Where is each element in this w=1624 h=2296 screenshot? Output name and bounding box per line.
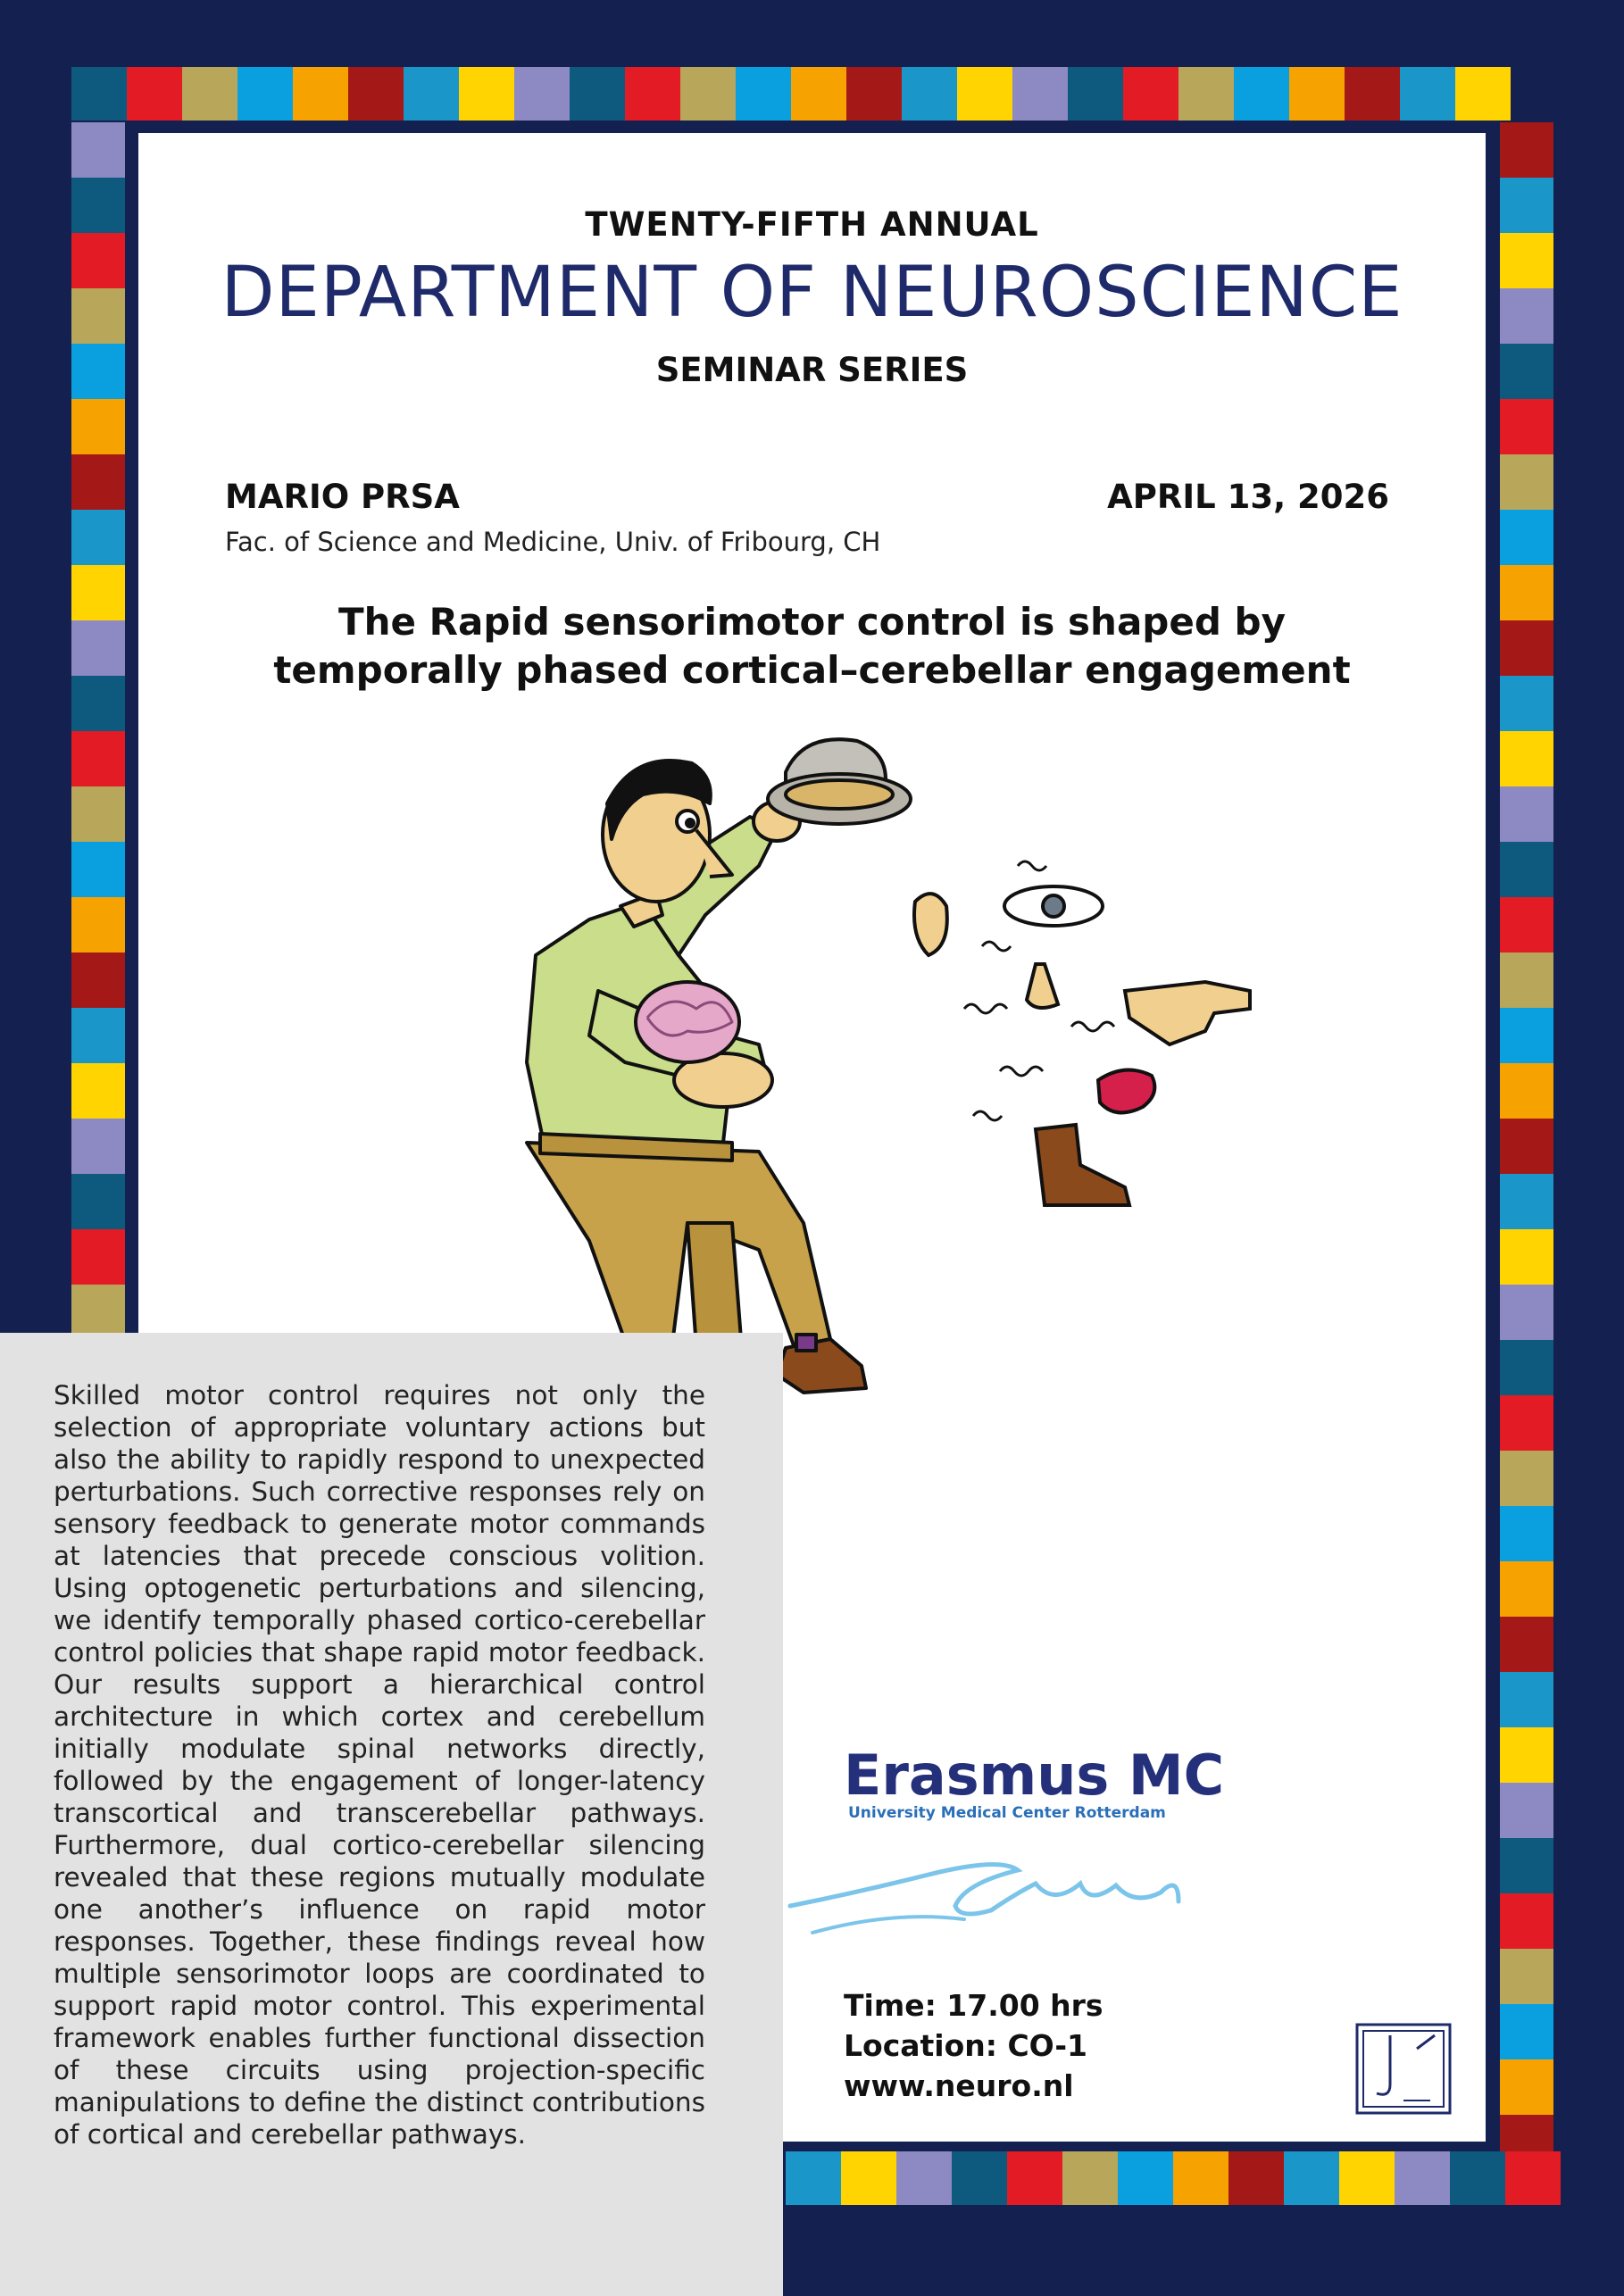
mosaic-tile: [1173, 2151, 1228, 2205]
mosaic-tile: [1500, 1229, 1553, 1285]
mosaic-tile: [1118, 2151, 1173, 2205]
annual-heading: TWENTY-FIFTH ANNUAL: [585, 205, 1039, 244]
mosaic-tile: [1500, 1451, 1553, 1506]
mosaic-tile: [1178, 67, 1234, 121]
mosaic-tile: [625, 67, 680, 121]
mosaic-tile: [1500, 1119, 1553, 1174]
mosaic-tile: [1007, 2151, 1062, 2205]
event-time: Time: 17.00 hrs: [844, 1988, 1103, 2023]
mosaic-tile: [791, 67, 846, 121]
artist-signature-badge: [1354, 2022, 1453, 2116]
mosaic-tile: [71, 1008, 125, 1063]
mosaic-tile: [71, 1174, 125, 1229]
mosaic-tile: [1228, 2151, 1284, 2205]
mosaic-tile: [514, 67, 570, 121]
mosaic-tile: [71, 1285, 125, 1340]
mosaic-tile: [846, 67, 902, 121]
mosaic-tile: [1345, 67, 1400, 121]
seminar-date: APRIL 13, 2026: [1107, 478, 1389, 516]
mosaic-tile: [1500, 1893, 1553, 1949]
hand-icon: [1125, 982, 1250, 1044]
talk-title-line-1: The Rapid sensorimotor control is shaped by: [338, 600, 1286, 644]
mosaic-tile: [902, 67, 957, 121]
mosaic-tile: [1500, 731, 1553, 786]
mosaic-tile: [680, 67, 736, 121]
series-heading: SEMINAR SERIES: [655, 351, 969, 389]
mosaic-tile: [1068, 67, 1123, 121]
mosaic-tile: [1500, 1008, 1553, 1063]
mosaic-tile: [1500, 1672, 1553, 1727]
erasmus-mc-logo: Erasmus MC: [844, 1743, 1225, 1808]
mosaic-tile: [71, 454, 125, 510]
mosaic-tile: [1395, 2151, 1450, 2205]
department-title: DEPARTMENT OF NEUROSCIENCE: [221, 253, 1403, 333]
mosaic-tile: [736, 67, 791, 121]
mosaic-tile: [71, 399, 125, 454]
mosaic-tile: [71, 842, 125, 897]
mosaic-tile: [71, 1119, 125, 1174]
mosaic-tile: [1500, 897, 1553, 953]
mosaic-tile: [71, 122, 125, 178]
mosaic-tile: [1339, 2151, 1395, 2205]
mosaic-tile: [1500, 399, 1553, 454]
mosaic-tile: [71, 510, 125, 565]
mosaic-tile: [1500, 953, 1553, 1008]
mosaic-tile: [1123, 67, 1178, 121]
erasmus-signature-logo: [786, 1821, 1250, 1946]
mosaic-tile: [1500, 1838, 1553, 1893]
mosaic-tile: [293, 67, 348, 121]
mosaic-tile: [1500, 122, 1553, 178]
shoe-icon: [1036, 1125, 1129, 1205]
mosaic-tile: [1455, 67, 1511, 121]
mosaic-tile: [957, 67, 1012, 121]
mosaic-tile: [841, 2151, 896, 2205]
mosaic-tile: [1500, 1506, 1553, 1561]
mosaic-tile: [71, 1063, 125, 1119]
mosaic-tile: [952, 2151, 1007, 2205]
speaker-name: MARIO PRSA: [225, 478, 460, 516]
mosaic-tile: [1500, 510, 1553, 565]
mosaic-tile: [1505, 2151, 1561, 2205]
mosaic-tile: [1500, 1949, 1553, 2004]
mosaic-tile: [1062, 2151, 1118, 2205]
logo-subtitle: University Medical Center Rotterdam: [848, 1804, 1166, 1822]
man-figure: [527, 739, 911, 1406]
mosaic-tile: [1500, 1561, 1553, 1617]
mosaic-tile: [1500, 1063, 1553, 1119]
mosaic-tile: [71, 786, 125, 842]
mosaic-tile: [1284, 2151, 1339, 2205]
mosaic-tile: [127, 67, 182, 121]
mosaic-tile: [896, 2151, 952, 2205]
mosaic-tile: [459, 67, 514, 121]
mosaic-tile: [1500, 2059, 1553, 2115]
nose-icon: [1027, 964, 1058, 1008]
mosaic-tile: [1500, 1617, 1553, 1672]
mosaic-tile: [71, 731, 125, 786]
mosaic-tile: [1500, 1340, 1553, 1395]
mosaic-tile: [1500, 454, 1553, 510]
event-location: Location: CO-1: [844, 2028, 1088, 2063]
mosaic-tile: [348, 67, 404, 121]
mosaic-tile: [1500, 842, 1553, 897]
mosaic-tile: [1500, 1285, 1553, 1340]
mosaic-tile: [1450, 2151, 1505, 2205]
mosaic-tile: [71, 897, 125, 953]
mosaic-tile: [1400, 67, 1455, 121]
floating-senses: [914, 861, 1250, 1205]
event-info: [844, 1985, 1103, 2106]
mosaic-tile: [1500, 1783, 1553, 1838]
mosaic-tile: [71, 67, 127, 121]
mosaic-tile: [1234, 67, 1289, 121]
mosaic-tile: [1500, 1174, 1553, 1229]
talk-title-line-2: temporally phased cortical–cerebellar engagement: [273, 648, 1351, 692]
abstract-text: Skilled motor control requires not only the selection of appropriate voluntary actions but also the ability to rapidly respond to unexpected perturbations. Such corrective responses rely on sensory feedback to generate motor commands at latencies that precede conscious volition. Using optogenetic perturbations and silencing, we identify temporally phased cortico-cerebellar control policies that shape rapid motor feedback. Our results support a hierarchical control architecture in which cortex and cerebellum initially modulate spinal networks directly, followed by the engagement of longer-latency transcortical and transcerebellar pathways. Furthermore, dual cortico-cerebellar silencing revealed that these regions mutually modulate one another’s influence on rapid motor responses. Together, these findings reveal how multiple sensorimotor loops are coordinated to support rapid motor control. This experimental framework enables further functional dissection of these circuits using projection-specific manipulations to define the distinct contributions of cortical and cerebellar pathways.: [54, 1380, 705, 2150]
mosaic-tile: [1500, 1727, 1553, 1783]
mosaic-tile: [404, 67, 459, 121]
mosaic-tile: [71, 953, 125, 1008]
talk-title: [0, 598, 1624, 695]
mosaic-tile: [1500, 786, 1553, 842]
speaker-affiliation: Fac. of Science and Medicine, Univ. of Fribourg, CH: [225, 527, 881, 557]
mosaic-tile: [786, 2151, 841, 2205]
mosaic-tile: [237, 67, 293, 121]
event-website[interactable]: www.neuro.nl: [844, 2068, 1074, 2103]
mosaic-tile: [182, 67, 237, 121]
mosaic-tile: [570, 67, 625, 121]
mosaic-tile: [1289, 67, 1345, 121]
mosaic-tile: [71, 1229, 125, 1285]
mosaic-tile: [1500, 2004, 1553, 2059]
lips-icon: [1098, 1070, 1154, 1113]
ear-icon: [914, 894, 947, 955]
mosaic-tile: [1012, 67, 1068, 121]
mosaic-tile: [1500, 1395, 1553, 1451]
